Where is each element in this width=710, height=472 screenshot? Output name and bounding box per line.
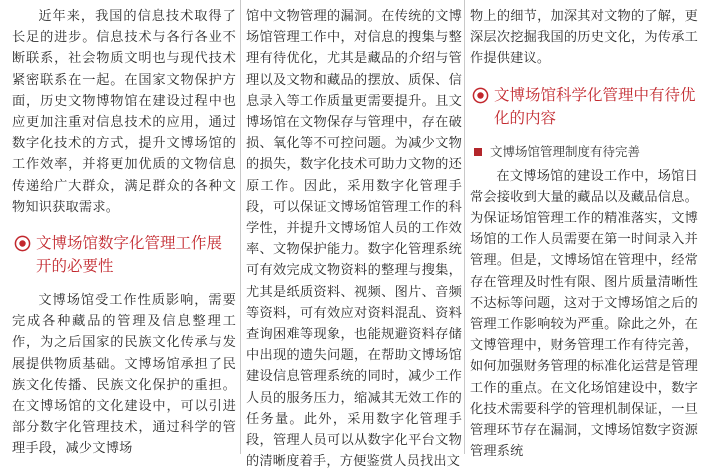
subsection-heading <box>470 142 698 162</box>
subsection-heading-text: 文博场馆管理制度有待完善 <box>490 143 641 159</box>
column-3 <box>470 6 698 460</box>
column-divider <box>240 0 241 454</box>
section-heading-text: 文博场馆数字化管理工作展开的必要性 <box>36 234 223 276</box>
section-heading-optimization <box>470 84 698 130</box>
square-bullet-icon <box>474 148 482 156</box>
column-1 <box>12 6 236 457</box>
concentric-circle-bullet-icon <box>472 87 489 104</box>
section-heading-necessity <box>12 232 236 278</box>
section-heading-text: 文博场馆科学化管理中有待优化的内容 <box>494 85 696 127</box>
column-2 <box>246 6 462 470</box>
concentric-circle-bullet-icon <box>14 235 31 252</box>
column-divider <box>464 0 465 454</box>
body-paragraph: 物上的细节，加深其对文物的了解，更深层次挖掘我国的历史文化，为传承工作提供建议。 <box>470 9 698 67</box>
body-paragraph: 馆中文物管理的漏洞。在传统的文博场馆管理工作中，对信息的搜集与整理有待优化，尤其是藏品的介绍与管理以及文物和藏品的摆放、质保、信息录入等工作质量更需要提升。且文博场馆在文物保存与管理中，存在破损、氧化等不可控问题。为减少文物的损失，数字化技术可助力文物的还原工作。因此，采用数字化管理手段，可以保证文博场馆管理工作的科学性，并提升文博场馆人员的工作效率、文物保护能力。数字化管理系统可有效完成文物资料的整理与搜集，尤其是纸质资料、视频、图片、音频等资料，可有效应对资料混乱、资料查询困难等现象，也能规避资料存储中出现的遗失问题，在帮助文博场馆建设信息管理系统的同时，减少工作人员的服务压力，缩减其无效工作的任务量。此外，采用数字化管理手段，管理人员可以从数字化平台文物的清晰度着手，方便鉴赏人员找出文 <box>246 9 462 470</box>
intro-paragraph: 近年来，我国的信息技术取得了长足的进步。信息技术与各行各业不断联系，社会物质文明也与现代技术紧密联系在一起。在国家文物保护方面，历史文物博物馆在建设过程中也应更加注重对信息技术的应用，通过数字化技术的方式，提升文博场馆的工作效率，并将更加优质的文物信息传递给广大群众，满足群众的各种文物知识获取需求。 <box>12 9 236 215</box>
body-paragraph: 在文博场馆的建设工作中，场馆日常会接收到大量的藏品以及藏品信息。为保证场馆管理工作的精准落实，文博场馆的工作人员需要在第一时间录入并管理。但是，文博场馆在管理中，经常存在管理及时性有限、图片质量清晰性不达标等问题，这对于文博场馆之后的管理工作影响较为严重。除此之外，在文博管理中，财务管理工作有待完善，如何加强财务管理的标准化运营是管理工作的重点。在文化场馆建设中，数字化技术需要科学的管理机制保证，一旦管理环节存在漏洞，文博场馆数字资源管理系统 <box>470 168 698 460</box>
body-paragraph: 文博场馆受工作性质影响，需要完成各种藏品的管理及信息整理工作，为之后国家的民族文化传承与发展提供物质基础。文博场馆承担了民族文化传播、民族文化保护的重担。在文博场馆的文化建设中，可以引进部分数字化管理技术，通过科学的管理手段，减少文博场 <box>12 293 236 457</box>
